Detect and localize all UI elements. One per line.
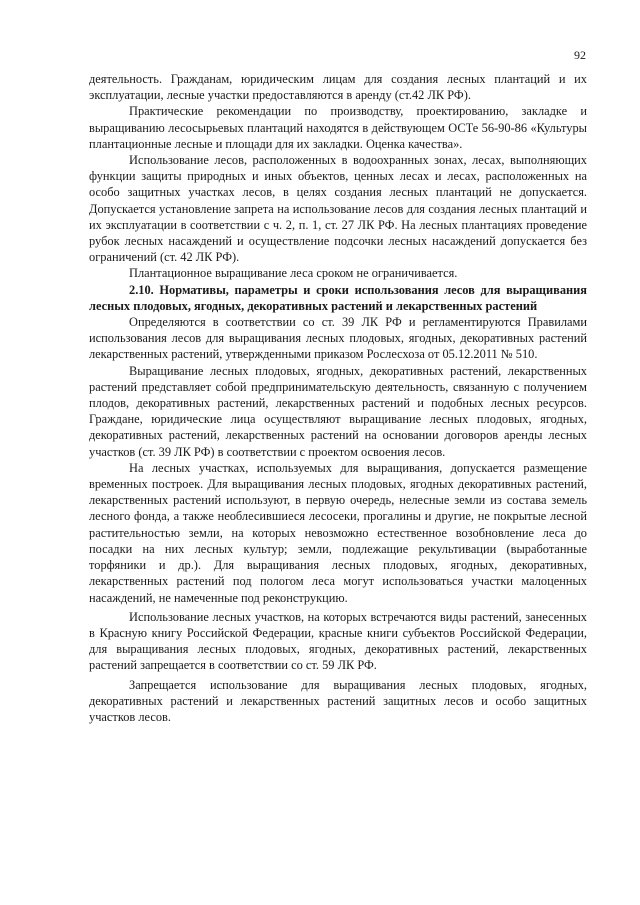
page-body xyxy=(89,71,587,725)
paragraph: Запрещается использование для выращивания лесных плодовых, ягодных, декоративных растений и лекарственных растений защитных лесов и особо защитных участков лесов. xyxy=(89,677,587,724)
section-heading: 2.10. Нормативы, параметры и сроки использования лесов для выращивания лесных плодовых, ягодных, декоративных растений и лекарственных растений xyxy=(89,282,587,313)
paragraph: Использование лесных участков, на которых встречаются виды растений, занесенных в Красную книгу Российской Федерации, красные книги субъектов Российской Федерации, для выращивания лесных плодовых, ягодных, декоративных растений, лекарственных растений запрещается в соответствии со ст. 59 ЛК РФ. xyxy=(89,609,587,673)
paragraph: Определяются в соответствии со ст. 39 ЛК РФ и регламентируются Правилами использования лесов для выращивания лесных плодовых, ягодных, декоративных растений лекарственных растений, утвержденными приказом Рослесхоза от 05.12.2011 № 510. xyxy=(89,315,587,362)
paragraph-continuation: деятельность. Гражданам, юридическим лицам для создания лесных плантаций и их эксплуатации, лесные участки предоставляются в аренду (ст.42 ЛК РФ). xyxy=(89,72,587,103)
paragraph: Практические рекомендации по производству, проектированию, закладке и выращиванию лесосырьевых плантаций находятся в действующем ОСТе 56-90-86 «Культуры плантационные лесные и площади для их закладки. Оценка качества». xyxy=(89,104,587,151)
page-number: 92 xyxy=(574,48,586,62)
paragraph: Выращивание лесных плодовых, ягодных, декоративных растений, лекарственных растений представляет собой предпринимательскую деятельность, связанную с получением плодов, декоративных растений, лекарственных растений и подобных лесных ресурсов. Граждане, юридические лица осуществляют выращивание лесных плодовых, ягодных, декоративных растений, лекарственных растений на основании договоров аренды лесных участков (ст. 39 ЛК РФ) в соответствии с проектом освоения лесов. xyxy=(89,363,587,459)
paragraph: На лесных участках, используемых для выращивания, допускается размещение временных построек. Для выращивания лесных плодовых, ягодных декоративных растений, лекарственных растений используют, в первую очередь, нелесные земли из состава земель лесного фонда, а также необлесившиеся лесосеки, прогалины и другие, не покрытые лесной растительностью земли, на которых невозможно естественное возобновление леса до посадки на них лесных культур; земли, подлежащие рекультивации (выработанные торфяники и др.). Для выращивания лесных плодовых, ягодных, декоративных, лекарственных растений под пологом леса могут использоваться участки малоценных насаждений, не намеченные под реконструкцию. xyxy=(89,460,587,605)
paragraph: Плантационное выращивание леса сроком не ограничивается. xyxy=(129,266,458,281)
paragraph: Использование лесов, расположенных в водоохранных зонах, лесах, выполняющих функции защиты природных и иных объектов, ценных лесах и лесах, расположенных на особо защитных участках лесов, в целях создания лесных плантаций не допускается. Допускается установление запрета на использование лесов для создания лесных плантаций и их эксплуатации в соответствии с ч. 2, п. 1, ст. 27 ЛК РФ. На лесных плантациях проведение рубок лесных насаждений и осуществление подсочки лесных насаждений допускается без ограничений (ст. 42 ЛК РФ). xyxy=(89,153,587,265)
